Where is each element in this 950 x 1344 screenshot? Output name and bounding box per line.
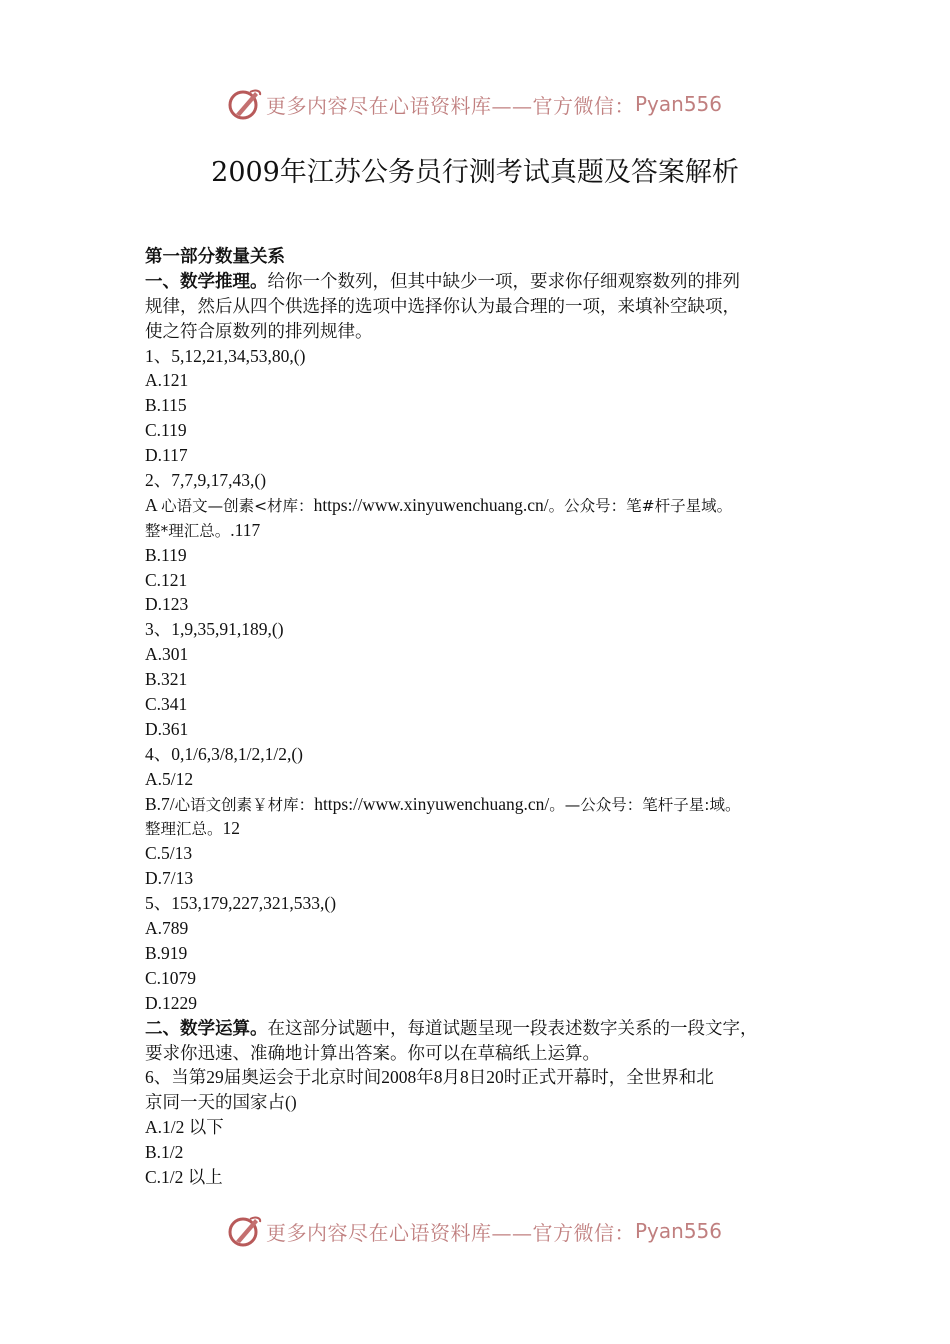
watermark-wechat-id: Pyan556 [635,1219,723,1243]
question-3-option-b: B.321 [145,669,188,690]
part2-intro-line: 要求你迅速、准确地计算出答案。你可以在草稿纸上运算。 [145,1042,600,1063]
question-4-option-d: D.7/13 [145,868,194,889]
part1-intro-line [145,269,825,294]
question-4-stem: 4、0,1/6,3/8,1/2,1/2,() [145,743,303,764]
question-2-option-a-line2 [145,518,825,543]
question-5-option-b: B.919 [145,942,188,963]
question-3-option-d: D.361 [145,718,189,739]
option-prefix: A [145,494,157,515]
question-2-stem: 2、7,7,9,17,43,() [145,470,267,491]
part1-intro-line: 使之符合原数列的排列规律。 [145,320,373,341]
ad-text: 心语文创素￥材库： [174,795,315,814]
question-2-option-a-line1 [145,493,825,518]
part1-intro-text: 给你一个数列，但其中缺少一项，要求你仔细观察数列的排列 [267,270,740,291]
question-2-option-c: C.121 [145,569,188,590]
option-value: 12 [222,818,241,839]
question-2-option-b: B.119 [145,544,187,565]
document-body [145,244,825,1190]
question-6-option-c: C.1/2 以上 [145,1166,223,1187]
question-4-option-c: C.5/13 [145,843,193,864]
footer-watermark [228,1213,728,1249]
question-2-option-d: D.123 [145,594,189,615]
header-watermark [228,86,728,122]
question-1-stem: 1、5,12,21,34,53,80,() [145,345,306,366]
question-3-option-c: C.341 [145,694,188,715]
question-1-option-b: B.115 [145,395,187,416]
part2-intro-text: 在这部分试题中，每道试题呈现一段表述数字关系的一段文字， [267,1017,758,1038]
question-3-stem: 3、1,9,35,91,189,() [145,619,284,640]
question-6-option-b: B.1/2 [145,1142,184,1163]
question-1-option-c: C.119 [145,420,187,441]
ad-text: 。—公众号：笔杆子星:域。 [549,795,741,814]
question-1-option-a: A.121 [145,370,189,391]
quill-logo-icon [228,1214,262,1248]
question-5-stem: 5、153,179,227,321,533,() [145,893,337,914]
section-heading: 第一部分数量关系 [145,246,285,266]
ad-text: 心语文—创素<材库： [161,496,314,515]
part2-label: 二、数学运算。 [145,1017,268,1038]
quill-logo-icon [228,87,262,121]
option-value: .117 [230,519,261,540]
page-title: 2009年江苏公务员行测考试真题及答案解析 [211,157,739,188]
question-6-stem: 6、当第29届奥运会于北京时间2008年8月8日20时正式开幕时，全世界和北 [145,1067,714,1088]
option-prefix: B.7/ [145,793,175,814]
ad-text: 整*理汇总。 [145,521,231,540]
question-3-option-a: A.301 [145,644,189,665]
question-4-option-a: A.5/12 [145,768,194,789]
question-1-option-d: D.117 [145,445,188,466]
ad-url: https://www.xinyuwenchuang.cn/ [314,793,550,814]
part1-intro-line: 规律，然后从四个供选择的选项中选择你认为最合理的一项，来填补空缺项， [145,295,740,316]
question-4-option-b-line1 [145,792,825,817]
part1-label: 一、数学推理。 [145,270,268,291]
ad-text: 整理汇总。 [145,820,223,839]
watermark-text: 更多内容尽在心语资料库——官方微信： [266,93,635,118]
question-5-option-d: D.1229 [145,992,198,1013]
question-5-option-c: C.1079 [145,967,197,988]
question-6-stem: 京同一天的国家占() [145,1092,297,1113]
part2-intro-line [145,1016,825,1041]
question-4-option-b-line2 [145,816,825,841]
ad-text: 。公众号：笔#杆子星域。 [548,496,733,515]
ad-url: https://www.xinyuwenchuang.cn/ [313,494,549,515]
watermark-text: 更多内容尽在心语资料库——官方微信： [266,1220,635,1245]
watermark-wechat-id: Pyan556 [635,92,723,116]
question-5-option-a: A.789 [145,918,189,939]
question-6-option-a: A.1/2 以下 [145,1117,224,1138]
